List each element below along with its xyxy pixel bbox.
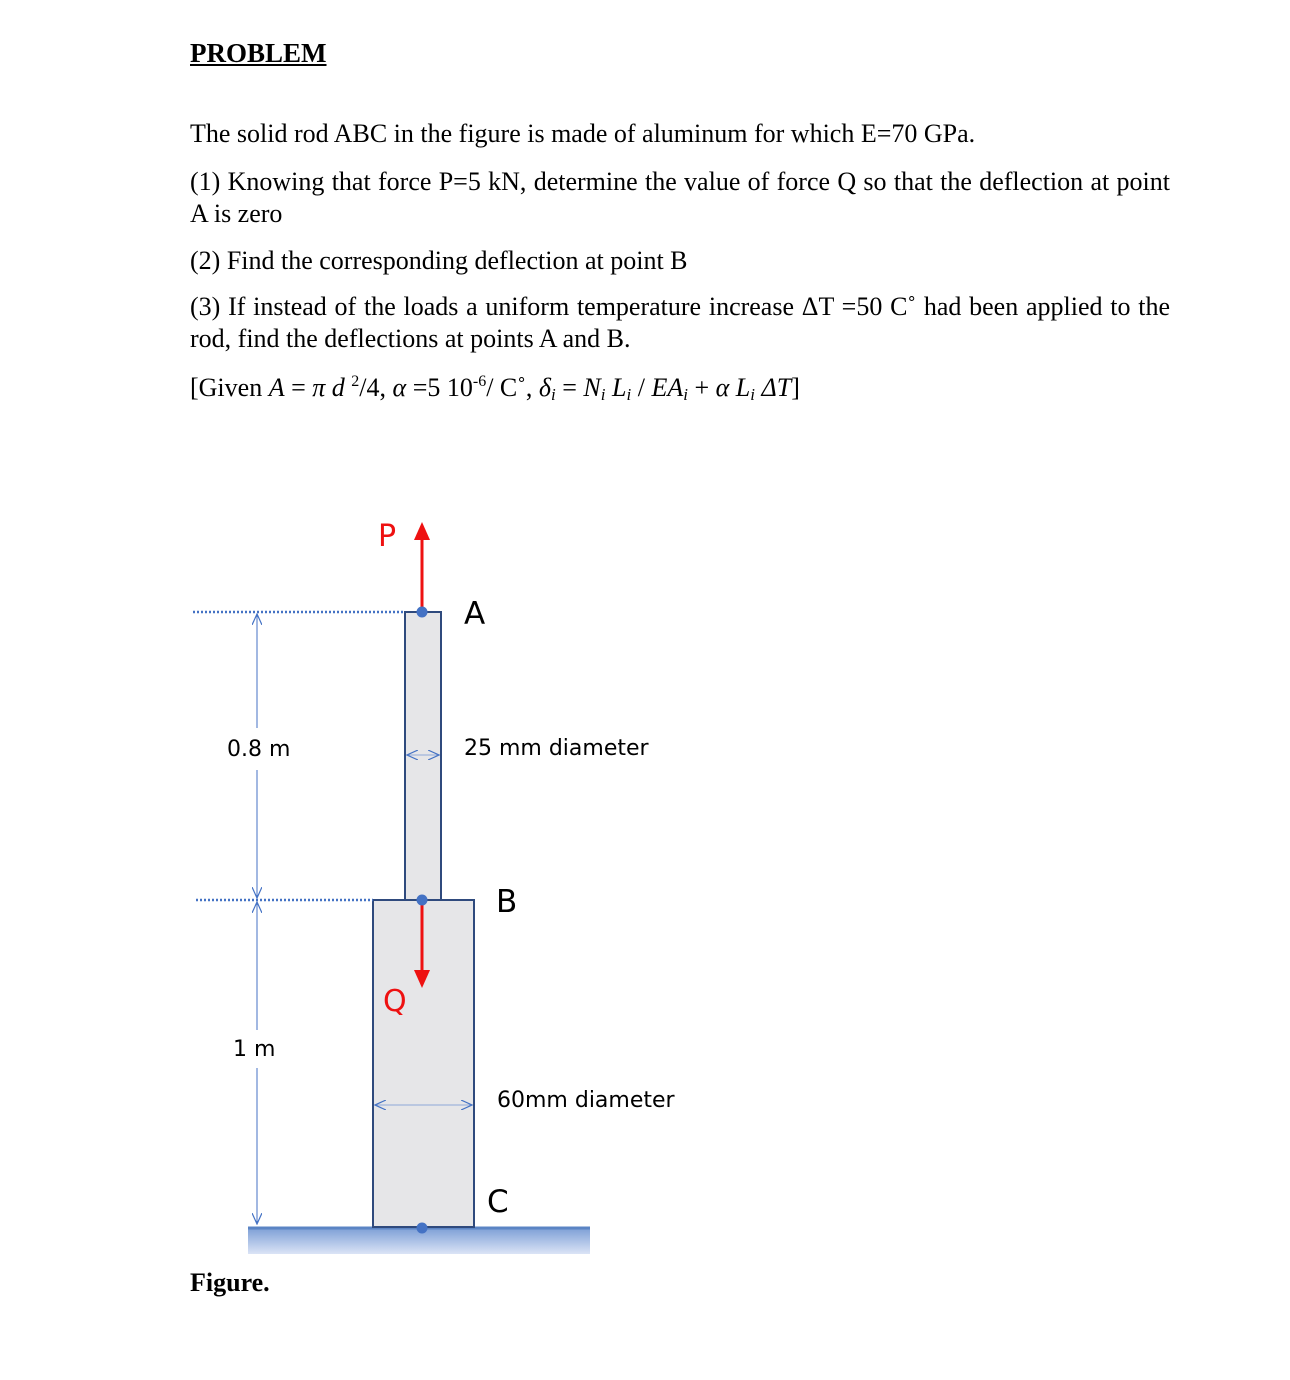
diameter-label-upper: 25 mm diameter [464, 736, 649, 761]
dimension-label-lower: 1 m [233, 1037, 276, 1062]
label-c: C [487, 1184, 509, 1220]
figure-caption: Figure. [190, 1268, 270, 1297]
force-p-arrowhead [414, 522, 430, 540]
question-2: (2) Find the corresponding deflection at point B [190, 246, 688, 275]
diameter-label-lower: 60mm diameter [497, 1088, 675, 1113]
label-a: A [464, 596, 486, 632]
point-c-marker [417, 1223, 428, 1234]
label-q: Q [383, 984, 407, 1019]
label-b: B [496, 884, 518, 920]
point-b-marker [417, 895, 428, 906]
label-p: P [378, 519, 397, 554]
dimension-label-upper: 0.8 m [227, 737, 291, 762]
point-a-marker [417, 607, 428, 618]
problem-intro: The solid rod ABC in the figure is made of aluminum for which E=70 GPa. [190, 119, 976, 148]
question-1: (1) Knowing that force P=5 kN, determine the value of force Q so that the deflection at point A is zero [190, 167, 1170, 228]
rod-section-ab [405, 612, 441, 900]
given-formulas: [Given A = π d $^2$/4, α =5 $10^{-6}/$ C˚, $\delta_i = N_i$ $L_i / EA_i + \alpha$ $L_i$ ΔT] [190, 373, 800, 404]
question-3: (3) If instead of the loads a uniform temperature increase ΔT =50 C˚ had been applied to the rod, find the deflections at points A and B. [190, 292, 1170, 353]
problem-heading: PROBLEM [190, 38, 327, 68]
